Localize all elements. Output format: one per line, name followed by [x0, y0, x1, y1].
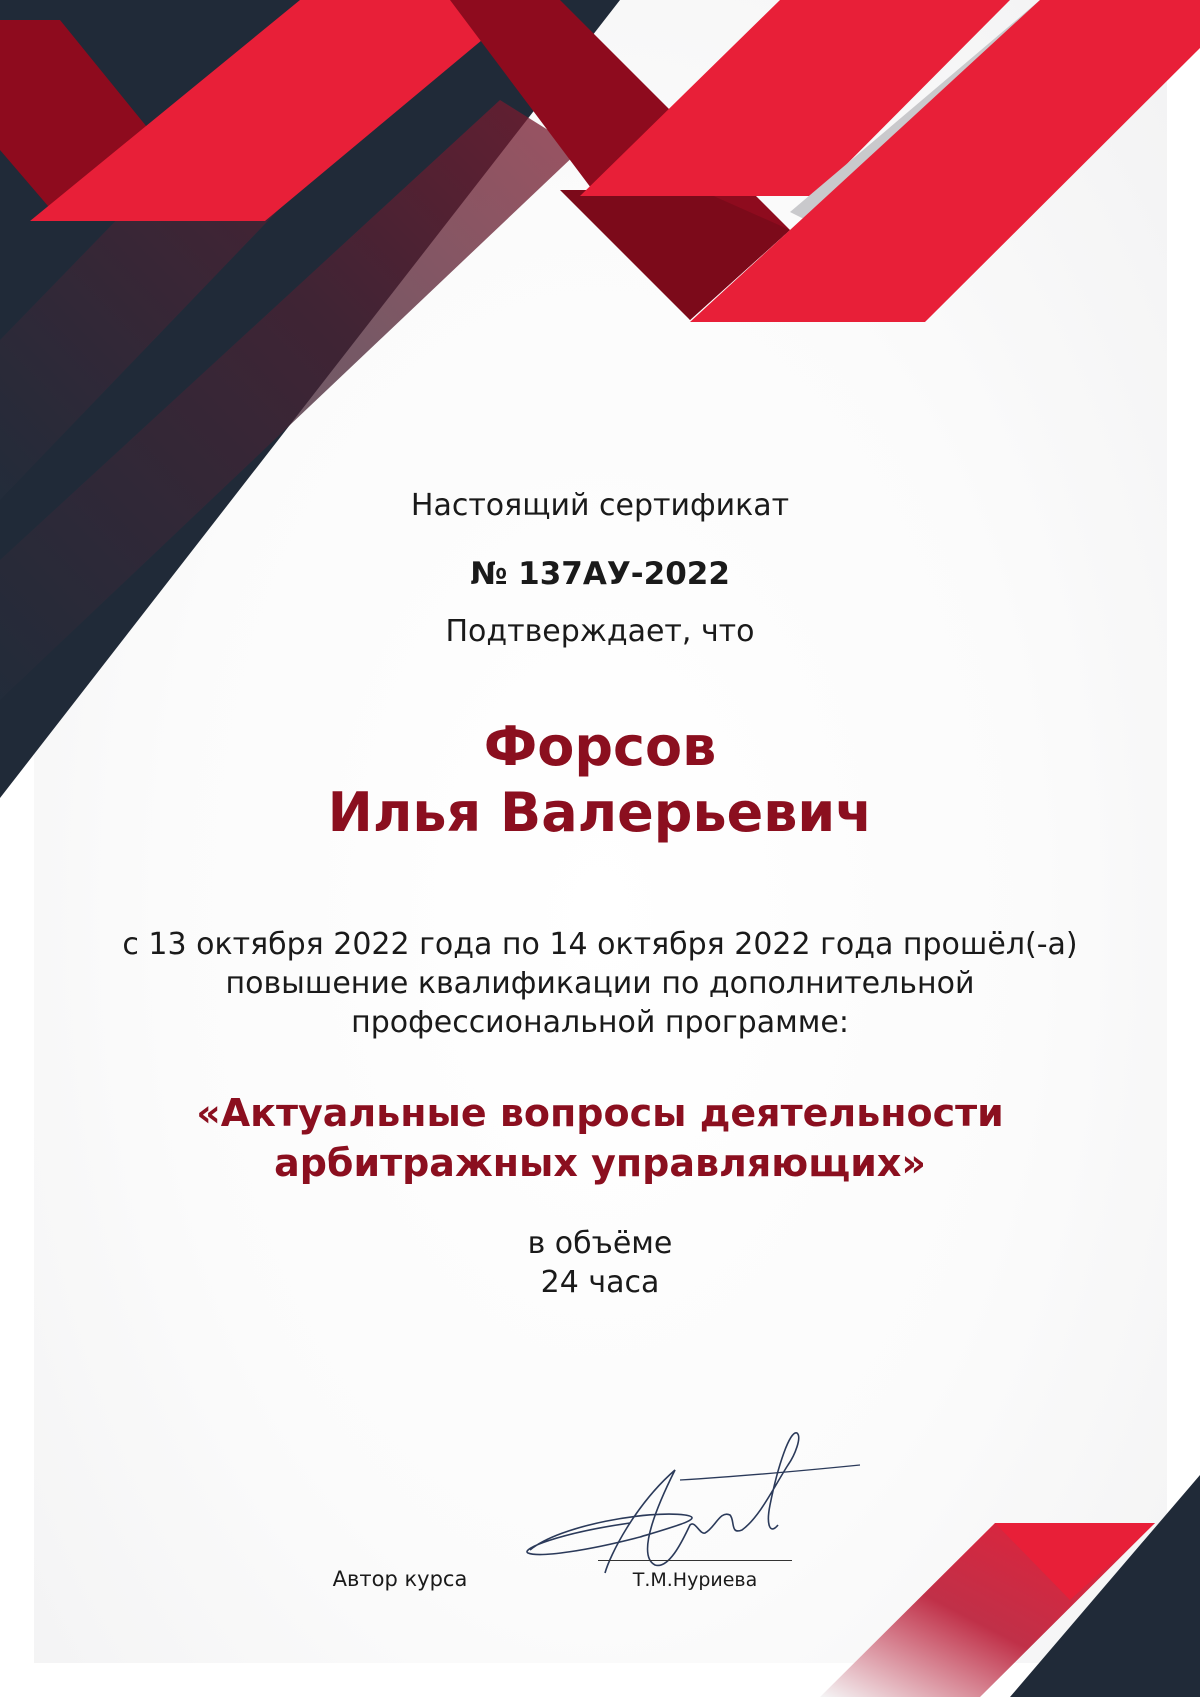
certificate-number: № 137АУ-2022 — [470, 556, 730, 592]
signature-line — [598, 1560, 792, 1561]
training-period: с 13 октября 2022 года по 14 октября 2022 года прошёл(-а) повышение квалификации по дополнительной профессиональной программе: — [122, 927, 1078, 1040]
recipient-surname: Форсов — [483, 715, 717, 778]
program-title-line1: «Актуальные вопросы деятельности — [196, 1091, 1004, 1135]
volume-hours: 24 часа — [540, 1265, 660, 1300]
certificate-intro: Настоящий сертификат — [410, 488, 790, 523]
author-label: Автор курса — [332, 1567, 468, 1591]
volume-label: в объёме — [527, 1226, 673, 1261]
program-volume — [0, 1224, 1200, 1302]
handwritten-signature — [520, 1425, 880, 1575]
certificate-confirm: Подтверждает, что — [445, 614, 755, 649]
recipient-name — [0, 714, 1200, 846]
recipient-given-names: Илья Валерьевич — [327, 781, 873, 844]
signer-name: Т.М.Нуриева — [632, 1569, 758, 1591]
program-title-line2: арбитражных управляющих» — [274, 1141, 926, 1185]
program-title — [0, 1088, 1200, 1188]
